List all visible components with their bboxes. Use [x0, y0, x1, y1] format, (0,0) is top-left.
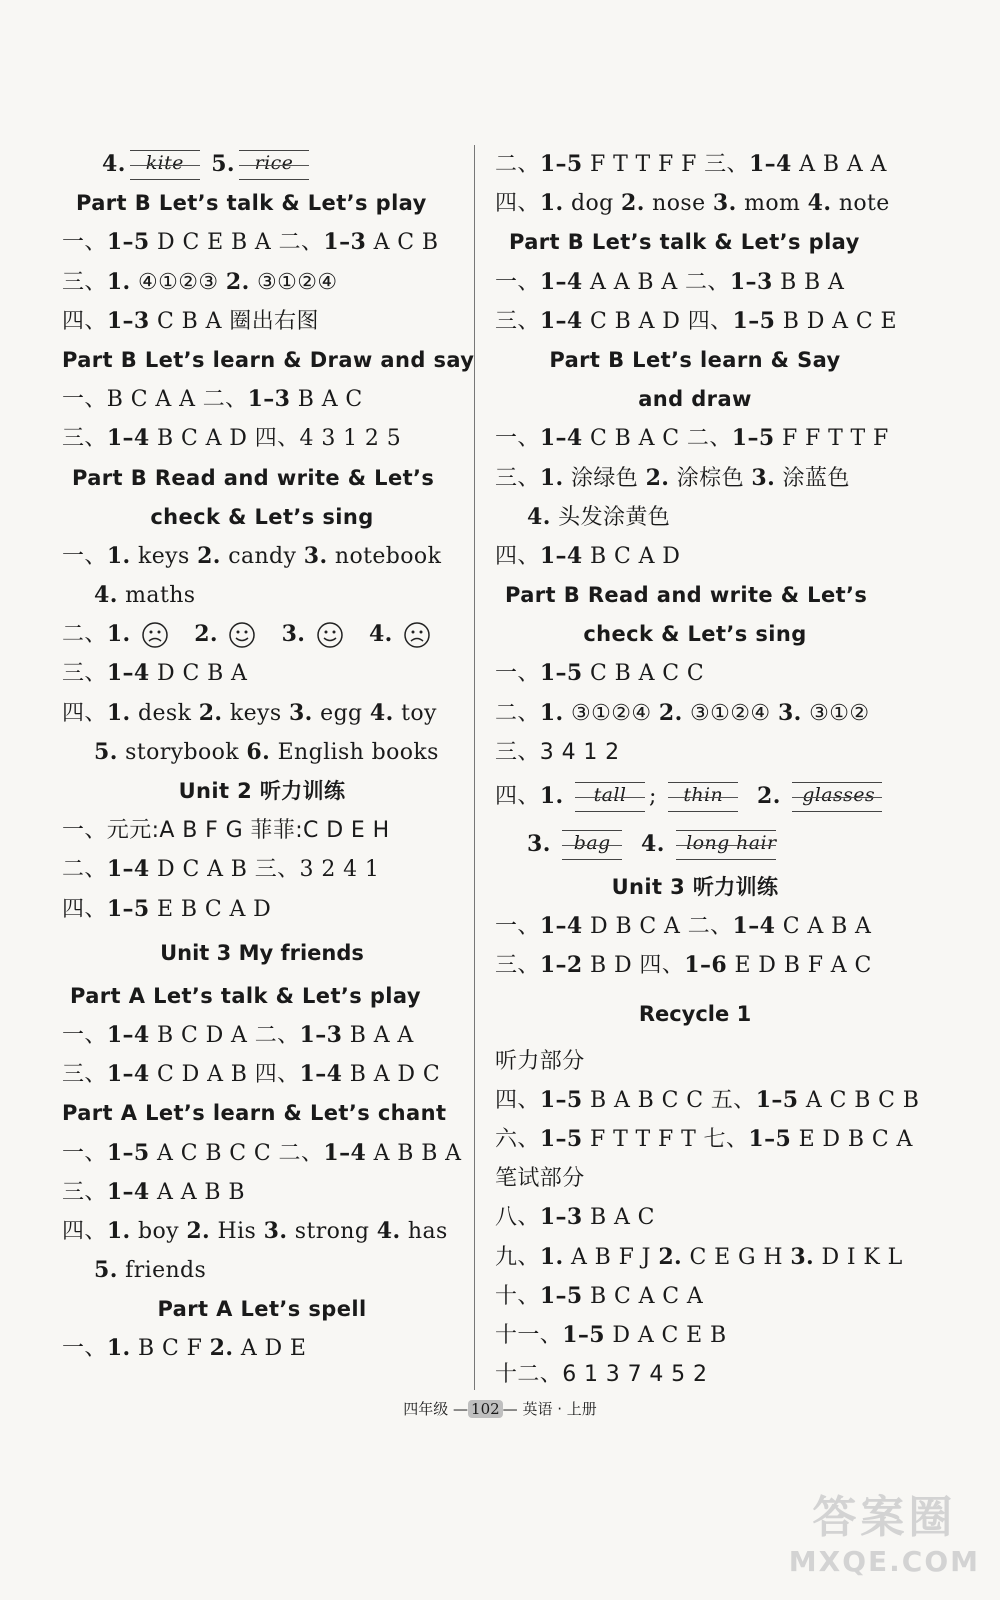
happy-face-icon [315, 620, 345, 650]
section-heading: Part B Let’s learn & Say [549, 347, 841, 372]
answer-line: 三、1–4 D C B A [62, 660, 248, 687]
section-heading: Part B Let’s talk & Let’s play [76, 191, 427, 216]
answer-line: 3. bag 4. long hair [495, 820, 895, 868]
answer-line: 四、1–4 B C A D [495, 542, 681, 569]
section-heading: check & Let’s sing [150, 504, 374, 529]
right-column [495, 145, 920, 1394]
footer-subject: 英语 · 上册 [522, 1400, 597, 1418]
sub-heading: 听力部分 [495, 1048, 585, 1074]
answer-line: 二、1. ③①②④ 2. ③①②④ 3. ③①② [495, 699, 870, 726]
section-heading: Part B Read and write & Let’s [505, 583, 868, 608]
section-heading: check & Let’s sing [583, 622, 807, 647]
answer-line: 5. storybook 6. English books [94, 738, 439, 765]
answer-line: 一、B C A A 二、1–3 B A C [62, 386, 363, 413]
answer-line: 十一、1–5 D A C E B [495, 1321, 727, 1348]
column-divider [474, 145, 475, 1390]
section-heading: Part B Let’s learn & Draw and say [62, 347, 475, 372]
page-footer: 四年级 — 102 — 英语 · 上册 [403, 1400, 597, 1418]
answer-line: 十、1–5 B C A C A [495, 1282, 704, 1309]
answer-line: 二、1–5 F T T F F 三、1–4 A B A A [495, 151, 887, 177]
watermark-logo: 答案圈 MXQE.COM [788, 1492, 980, 1578]
section-heading: Unit 2 听力训练 [178, 779, 346, 803]
answer-line: 三、3 4 1 2 [495, 739, 620, 765]
answer-line: 一、1–4 C B A C 二、1–5 F F T T F [495, 425, 889, 452]
answer-line: 三、1–4 A A B B [62, 1178, 245, 1205]
unit-title: Recycle 1 [638, 1001, 752, 1026]
answer-line: 一、1. keys 2. candy 3. notebook [62, 542, 442, 569]
answer-line: 四、1. dog 2. nose 3. mom 4. note [495, 190, 890, 217]
answer-line: 三、1–2 B D 四、1–6 E D B F A C [495, 952, 872, 979]
answer-line: 四、1. desk 2. keys 3. egg 4. toy [62, 699, 437, 726]
answer-line: 四、1. tall ; thin 2. glasses [495, 772, 895, 820]
answer-line: 4. maths [94, 582, 196, 609]
section-heading: and draw [638, 387, 752, 412]
answer-line: 八、1–3 B A C [495, 1204, 655, 1231]
sad-face-icon [140, 620, 170, 650]
footer-grade: 四年级 [403, 1400, 449, 1418]
answer-line: 四、1–5 E B C A D [62, 895, 272, 922]
answer-line: 六、1–5 F T T F T 七、1–5 E D B C A [495, 1125, 913, 1152]
answer-line: 一、1–4 D B C A 二、1–4 C A B A [495, 913, 872, 940]
unit-title: Unit 3 My friends [160, 940, 364, 965]
handwritten-answer: bag [562, 830, 622, 860]
handwritten-answer: long hair [676, 830, 776, 860]
page-number: 102 [468, 1400, 503, 1418]
answer-line: 四、1–3 C B A 圈出右图 [62, 307, 319, 334]
answer-line: 三、1. 涂绿色 2. 涂棕色 3. 涂蓝色 [495, 464, 850, 491]
answer-line: 一、1. B C F 2. A D E [62, 1335, 307, 1362]
answer-line: 三、1–4 C B A D 四、1–5 B D A C E [495, 307, 897, 334]
answer-line: 一、1–5 A C B C C 二、1–4 A B B A [62, 1139, 462, 1166]
section-heading: Part B Let’s talk & Let’s play [509, 230, 860, 255]
section-heading: Part A Let’s learn & Let’s chant [62, 1101, 447, 1126]
section-heading: Part A Let’s talk & Let’s play [70, 983, 421, 1008]
section-heading: Part A Let’s spell [157, 1297, 367, 1322]
handwritten-answer: tall [575, 782, 645, 812]
answer-line: 十二、6 1 3 7 4 5 2 [495, 1362, 708, 1388]
answer-line: 4. kite 5. rice [62, 145, 462, 184]
answer-line: 四、1–5 B A B C C 五、1–5 A C B C B [495, 1086, 920, 1113]
answer-line: 一、1–5 D C E B A 二、1–3 A C B [62, 229, 439, 256]
answer-line: 九、1. A B F J 2. C E G H 3. D I K L [495, 1243, 903, 1270]
answer-line: 5. friends [94, 1257, 207, 1284]
answer-line: 四、1. boy 2. His 3. strong 4. has [62, 1217, 448, 1244]
handwritten-answer: glasses [792, 782, 882, 812]
left-column [62, 145, 475, 1369]
section-heading: Unit 3 听力训练 [611, 875, 779, 899]
answer-line: 二、1. 2. 3. 4. [62, 615, 462, 654]
answer-line: 一、1–5 C B A C C [495, 660, 705, 687]
answer-line: 三、1–4 C D A B 四、1–4 B A D C [62, 1061, 441, 1088]
answer-line: 二、1–4 D C A B 三、3 2 4 1 [62, 856, 380, 883]
answer-line: 一、1–4 B C D A 二、1–3 B A A [62, 1021, 414, 1048]
answer-line: 三、1–4 B C A D 四、4 3 1 2 5 [62, 425, 402, 452]
answer-line: 4. 头发涂黄色 [527, 503, 671, 530]
handwritten-answer: rice [239, 150, 309, 180]
handwritten-answer: thin [668, 782, 738, 812]
answer-line: 一、1–4 A A B A 二、1–3 B B A [495, 268, 845, 295]
answer-line: 三、1. ④①②③ 2. ③①②④ [62, 268, 338, 295]
happy-face-icon [227, 620, 257, 650]
section-heading: Part B Read and write & Let’s [72, 465, 435, 490]
sub-heading: 笔试部分 [495, 1166, 585, 1192]
sad-face-icon [402, 620, 432, 650]
handwritten-answer: kite [130, 150, 200, 180]
answer-line: 一、元元:A B F G 菲菲:C D E H [62, 818, 390, 844]
